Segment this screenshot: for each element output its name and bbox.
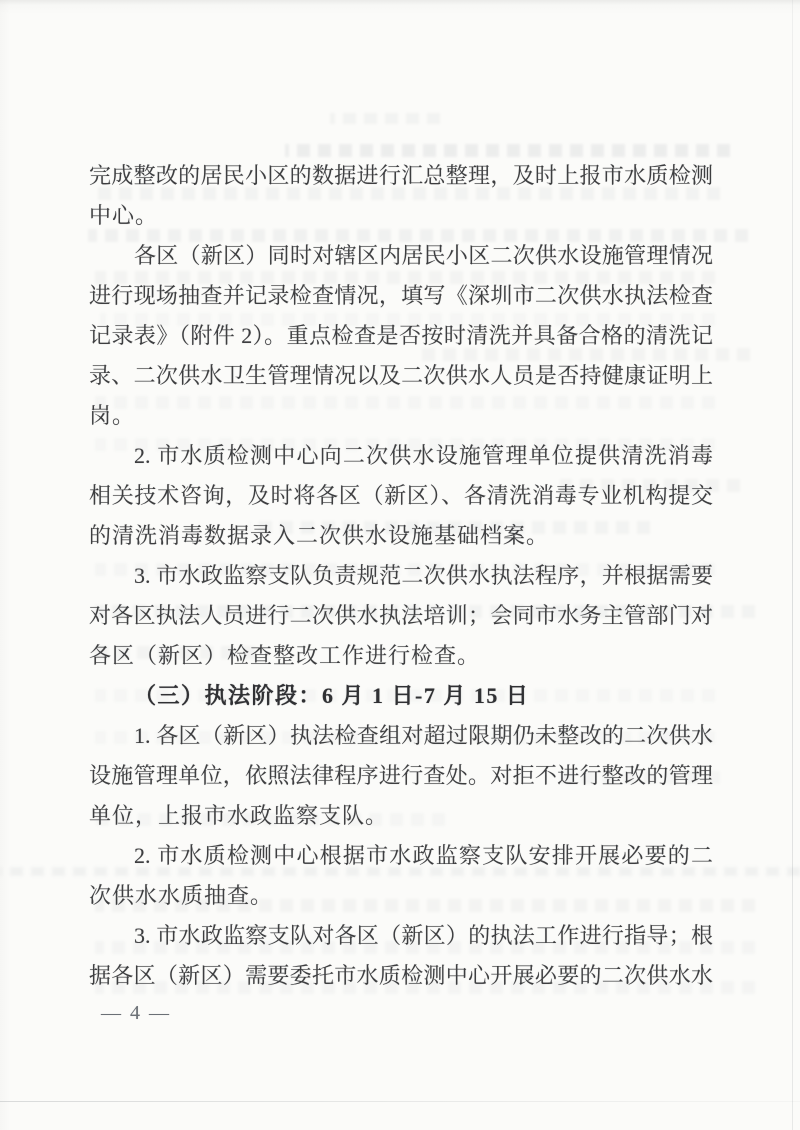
section-heading: （三）执法阶段：6 月 1 日-7 月 15 日 xyxy=(134,683,530,708)
text-line: 各区（新区）检查整改工作进行检查。 xyxy=(89,643,481,668)
page-number: — 4 — xyxy=(101,1002,171,1024)
scan-edge-bottom xyxy=(0,1101,800,1102)
text-line: 对各区执法人员进行二次供水执法培训；会同市水务主管部门对 xyxy=(89,603,713,628)
text-line-item-3: 3. 市水政监察支队对各区（新区）的执法工作进行指导；根 xyxy=(134,923,713,948)
bleed-through-line xyxy=(330,113,440,124)
text-line: 记录表》（附件 2）。重点检查是否按时清洗并具备合格的清洗记 xyxy=(89,323,713,348)
text-line: 中心。 xyxy=(89,203,159,228)
text-line-item-3: 3. 市水政监察支队负责规范二次供水执法程序，并根据需要 xyxy=(134,563,713,588)
text-line: 单位，上报市水政监察支队。 xyxy=(89,803,389,828)
scan-edge-right xyxy=(792,0,793,1130)
text-line: 完成整改的居民小区的数据进行汇总整理，及时上报市水质检测 xyxy=(89,163,713,188)
text-line: 录、二次供水卫生管理情况以及二次供水人员是否持健康证明上 xyxy=(89,363,713,388)
text-line-item-1: 1. 各区（新区）执法检查组对超过限期仍未整改的二次供水 xyxy=(134,723,713,748)
text-line: 相关技术咨询，及时将各区（新区）、各清洗消毒专业机构提交 xyxy=(89,483,713,508)
text-line: 设施管理单位，依照法律程序进行查处。对拒不进行整改的管理 xyxy=(89,763,713,788)
text-line: 次供水水质抽查。 xyxy=(89,883,274,908)
text-line: 的清洗消毒数据录入二次供水设施基础档案。 xyxy=(89,523,550,548)
text-line: 进行现场抽查并记录检查情况，填写《深圳市二次供水执法检查 xyxy=(89,283,713,308)
text-line-item-2: 2. 市水质检测中心根据市水政监察支队安排开展必要的二 xyxy=(134,843,713,868)
text-line: 据各区（新区）需要委托市水质检测中心开展必要的二次供水水 xyxy=(89,963,713,988)
text-line: 各区（新区）同时对辖区内居民小区二次供水设施管理情况 xyxy=(134,243,713,268)
text-line-item-2: 2. 市水质检测中心向二次供水设施管理单位提供清洗消毒 xyxy=(134,443,713,468)
document-body xyxy=(89,156,713,996)
text-line: 岗。 xyxy=(89,403,136,428)
